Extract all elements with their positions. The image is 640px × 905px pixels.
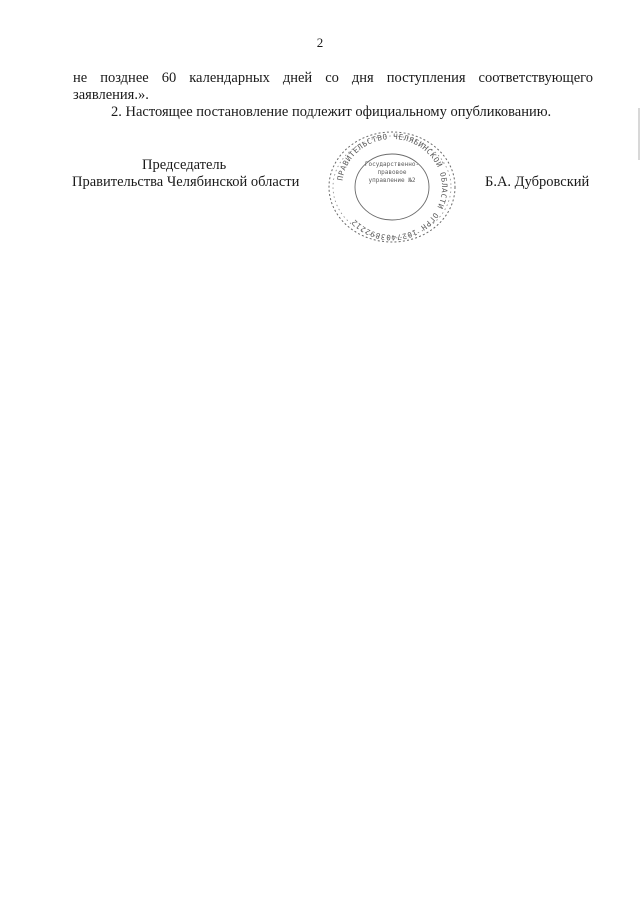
- official-seal: [318, 128, 466, 246]
- paragraph-continuation-line: не позднее 60 календарных дней со дня поступления соответствующего: [73, 70, 593, 86]
- signatory-position-line1: Председатель: [142, 157, 227, 173]
- paragraph-publication-clause: 2. Настоящее постановление подлежит официальному опубликованию.: [111, 104, 552, 120]
- signatory-position-line2: Правительства Челябинской области: [72, 174, 300, 190]
- page-number: 2: [316, 35, 324, 50]
- signatory-name: Б.А. Дубровский: [485, 174, 590, 190]
- paragraph-continuation-end: заявления.».: [73, 87, 149, 103]
- seal-outer-text: ПРАВИТЕЛЬСТВО ЧЕЛЯБИНСКОЙ ОБЛАСТИ ОГРН 1027403892212: [335, 131, 450, 243]
- seal-inner-text: Государственно-правовое управление №2: [364, 161, 420, 184]
